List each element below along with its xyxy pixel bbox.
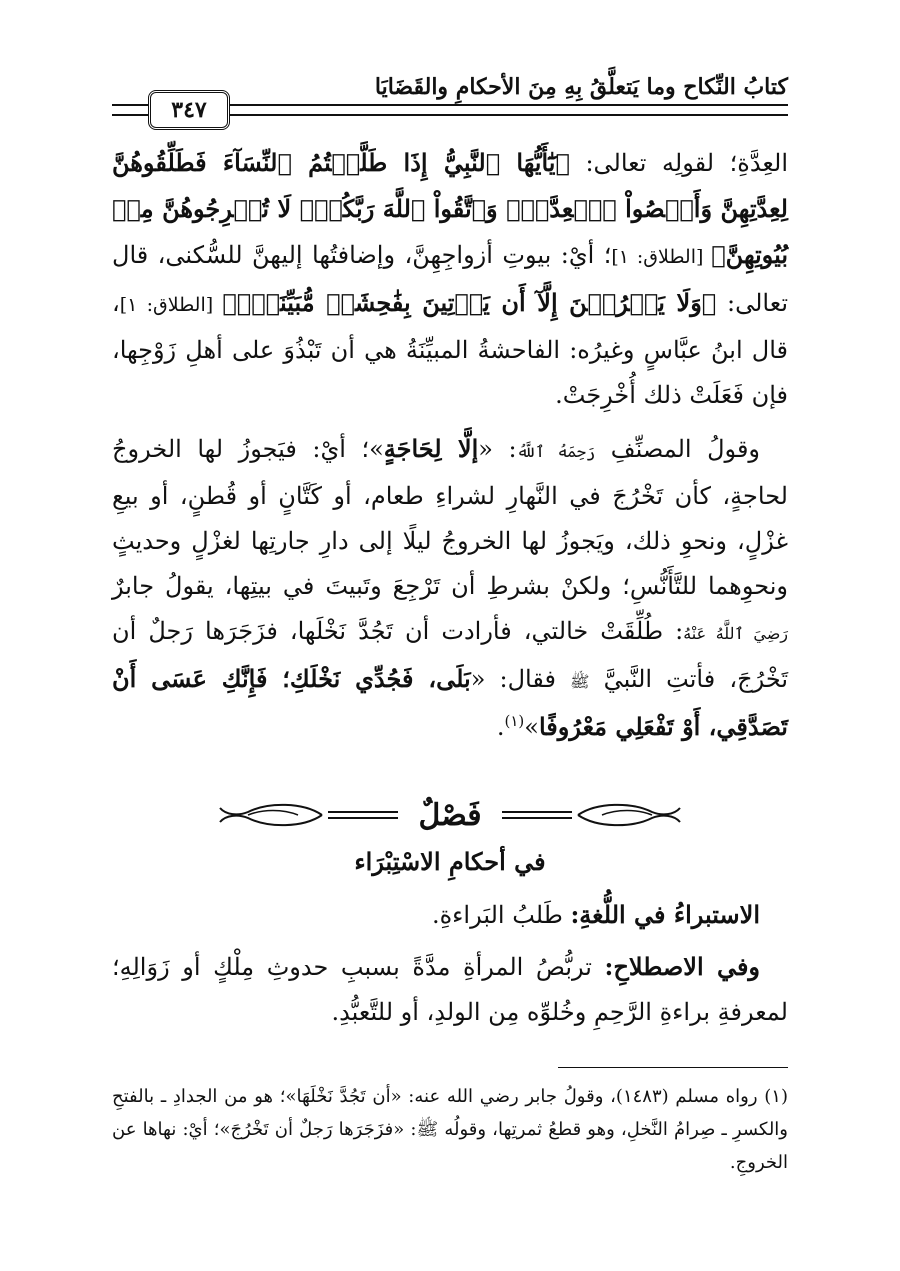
- definitions: [112, 892, 788, 1035]
- p1-mid: ؛ أيْ: بيوتِ أزواجِهِنَّ، وإضافتُها إليهنَّ للسُّكنى، قال تعالى:: [112, 241, 788, 317]
- p1-tail: ، قال ابنُ عبَّاسٍ وغيرُه: الفاحشةُ المبيِّنَةُ هي أن تَبْذُوَ على أهلِ زَوْجِها، فإن فَعَلَتْ ذلك أُخْرِجَتْ.: [112, 289, 788, 409]
- footnotes: [112, 1080, 788, 1179]
- footnote-1: (١) رواه مسلم (١٤٨٣)، وقولُ جابر رضي الله عنه: «أن تَجُدَّ نَخْلَهَا»؛ هو من الجدادِ ـ بالفتحِ والكسرِ ـ صِرامُ النَّخلِ، وهو قطعُ ثمرتِها، وقولُه ﷺ: «فزَجَرَها رَجلٌ أن تَخْرُجَ»؛ أيْ: نهاها عن الخروجِ.: [112, 1086, 788, 1173]
- quoted-matn: إلَّا لِحَاجَةٍ: [383, 434, 479, 463]
- p2-lead: وقولُ المصنِّفِ: [595, 435, 761, 463]
- subsection-title: في أحكامِ الاسْتِبْرَاء: [354, 847, 546, 876]
- paragraph-1: [112, 140, 788, 418]
- honorific-1: رَحِمَهُ ٱللَّهُ: [516, 442, 596, 461]
- quran-verse-2: ﴿وَلَا يَخۡرُجۡنَ إِلَّآ أَن يَأۡتِينَ بِفَٰحِشَةٖ مُّبَيِّنَةٖۚ﴾: [222, 288, 717, 317]
- main-text: [112, 140, 788, 750]
- hadith-text: بَلَى، فَجُدِّي نَخْلَكِ؛ فَإِنَّكِ عَسَى أَنْ تَصَدَّقِي، أَوْ تَفْعَلِي مَعْرُوفًا: [112, 664, 788, 741]
- running-title: كتابُ النِّكاح وما يَتعلَّقُ بِهِ مِنَ الأحكامِ والقَضَايَا: [374, 74, 788, 100]
- ornament-right-icon: [218, 800, 398, 830]
- p2-mid-3: : طُلِّقَتْ خالتي، فأرادت أن تَجُدَّ نَخْلَها، فزَجَرَها رَجلٌ أن تَخْرُجَ، فأتتِ النَّبيَّ: [112, 617, 789, 693]
- definition-1-text: طَلبُ البَراءةِ.: [431, 901, 571, 929]
- definition-linguistic: [112, 892, 788, 938]
- p2-end: »: [524, 713, 539, 741]
- definition-2-text: تربُّصُ المرأةِ مدَّةً بسببِ حدوثِ مِلْكٍ أو زَوَالِهِ؛ لمعرفةِ براءةِ الرَّحِمِ وخُلوِّه مِن الولدِ، أو للتَّعبُّدِ.: [112, 953, 788, 1026]
- definition-2-label: وفي الاصطلاحِ:: [604, 952, 761, 981]
- page-number-text: ٣٤٧: [171, 97, 207, 123]
- quran-verse-1: ﴿يَٰٓأَيُّهَا ٱلنَّبِيُّ إِذَا طَلَّقۡتُمُ ٱلنِّسَآءَ فَطَلِّقُوهُنَّ لِعِدَّتِهِنَّ وَأَحۡصُواْ ٱلۡعِدَّةَۖ وَٱتَّقُواْ ٱللَّهَ رَبَّكُمۡۖ لَا تُخۡرِجُوهُنَّ مِنۢ بُيُوتِهِنَّ﴾: [112, 148, 788, 269]
- verse-citation-1: [الطلاق: ١]: [611, 246, 712, 268]
- footnote-marker: (١): [504, 712, 525, 730]
- p2-mid-4: فقال: «: [470, 665, 571, 693]
- definition-technical: [112, 944, 788, 1035]
- definition-1-label: الاستبراءُ في اللُّغةِ:: [570, 900, 760, 929]
- footnote-separator: [558, 1067, 788, 1068]
- paragraph-2: [112, 426, 788, 750]
- honorific-3: ﷺ: [570, 672, 590, 691]
- p2-mid-1: : «: [478, 435, 517, 463]
- honorific-2: رَضِيَ ٱللَّهُ عَنْهُ: [683, 624, 789, 643]
- section-heading: [112, 793, 788, 837]
- ornament-left-icon: [502, 800, 682, 830]
- p2-mid-2: »؛ أيْ: فيَجوزُ لها الخروجُ لحاجةٍ، كأن تَخْرُجَ في النَّهارِ لشراءِ طعام، أو كَتَّانٍ أو قُطنٍ، أو بيعِ غزْلٍ، ونحوِ ذلك، ويَجوزُ لها الخروجُ ليلًا إلى دارِ جارتِها لغزْلٍ وحديثٍ ونحوِهما للتَّأَنُّسِ؛ ولكنْ بشرطِ أن تَرْجِعَ وتَبيتَ في بيتِها، يقولُ جابرٌ: [112, 435, 788, 600]
- p2-final: .: [496, 713, 505, 741]
- p1-lead: العِدَّةِ؛ لقولِه تعالى:: [569, 149, 788, 177]
- verse-citation-2: [الطلاق: ١]: [119, 294, 223, 316]
- section-title: فَصْلٌ: [418, 797, 482, 833]
